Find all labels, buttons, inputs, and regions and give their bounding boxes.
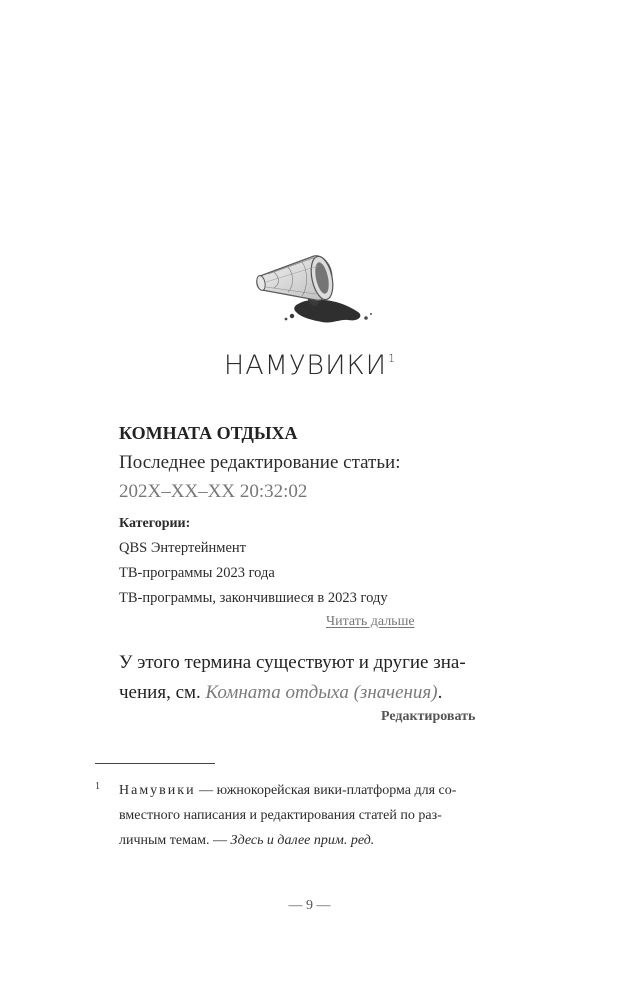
footnote-line3-start: личным темам. —: [119, 833, 231, 848]
footnote-term: Намувики: [119, 783, 196, 798]
footnote-divider: [95, 763, 215, 764]
disambiguation-suffix: .: [437, 682, 443, 703]
chapter-title: [0, 350, 619, 381]
article-title: КОМНАТА ОТДЫХА: [119, 423, 298, 443]
last-edit-date: 202X–XX–XX 20:32:02: [119, 481, 308, 502]
chapter-title-text: НАМУВИКИ: [223, 350, 388, 381]
edit-button[interactable]: Редактировать: [381, 709, 476, 724]
footnote-number: 1: [95, 781, 100, 792]
category-link[interactable]: ТВ-программы 2023 года: [119, 565, 275, 581]
disambiguation-link[interactable]: Комната отдыха (значения): [205, 682, 438, 703]
disambiguation-prefix: чения, см.: [119, 682, 206, 703]
category-link[interactable]: QBS Энтертейнмент: [119, 540, 246, 556]
spilled-glass-icon: [240, 242, 380, 332]
footnote-text: [119, 778, 529, 853]
last-edit-label: Последнее редактирование статьи:: [119, 452, 401, 473]
read-more-link[interactable]: Читать дальше: [326, 614, 415, 629]
category-link[interactable]: ТВ-программы, закончившиеся в 2023 году: [119, 590, 388, 606]
disambiguation-note: [119, 648, 519, 708]
disambiguation-line: У этого термина существуют и другие зна-: [119, 652, 466, 673]
footnote-line: вместного написания и редактирования статей по раз-: [119, 808, 442, 823]
footnote-reference[interactable]: 1: [388, 352, 396, 365]
footnote-editor-note: Здесь и далее прим. ред.: [230, 833, 375, 848]
disambiguation-line: [119, 678, 519, 708]
footnote-line1-rest: — южнокорейская вики-платформа для со-: [195, 783, 457, 798]
page-number: — 9 —: [288, 898, 331, 913]
categories-heading: Категории:: [119, 516, 191, 531]
footnote-line: [119, 778, 529, 803]
footnote-line: [119, 828, 529, 853]
